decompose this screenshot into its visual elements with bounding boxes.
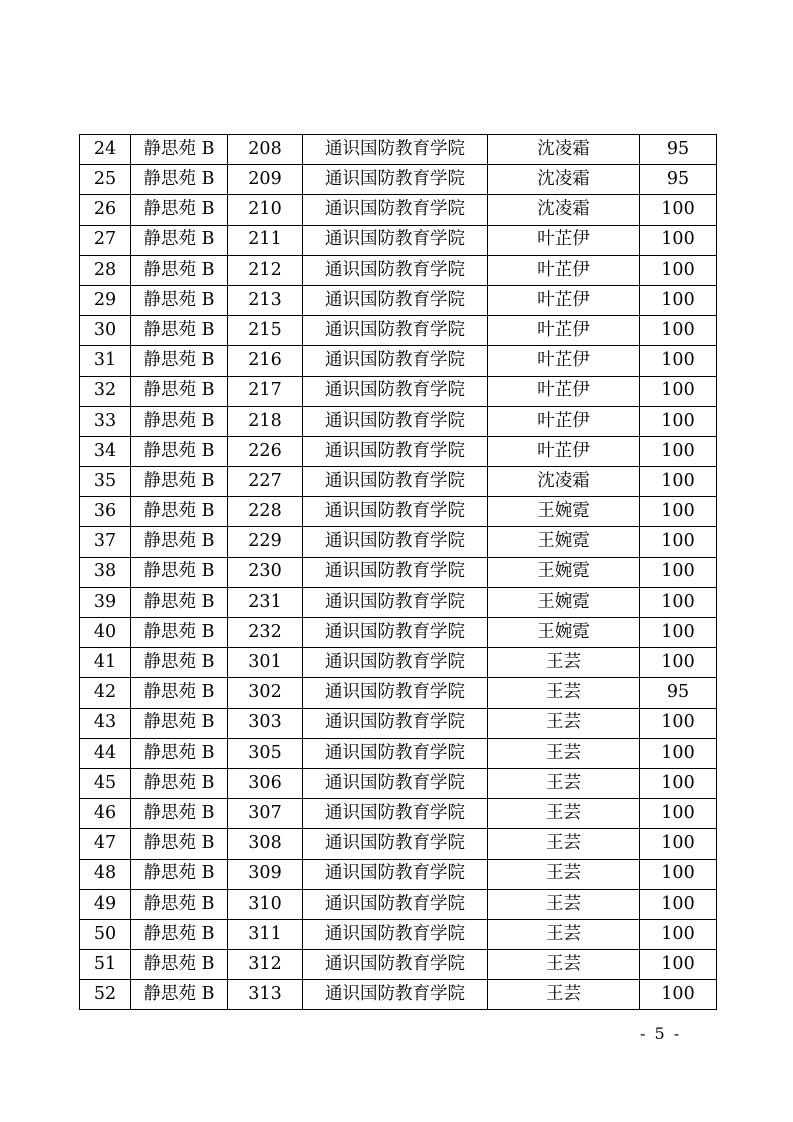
college-cell: 通识国防教育学院	[303, 195, 488, 225]
counselor-cell: 沈凌霜	[488, 195, 640, 225]
building-cell: 静思苑 B	[131, 859, 228, 889]
counselor-cell: 沈凌霜	[488, 135, 640, 165]
building-cell: 静思苑 B	[131, 980, 228, 1010]
table-row	[80, 497, 717, 527]
counselor-cell: 叶芷伊	[488, 406, 640, 436]
table-row	[80, 618, 717, 648]
building-cell: 静思苑 B	[131, 316, 228, 346]
college-cell: 通识国防教育学院	[303, 497, 488, 527]
score-cell: 100	[640, 255, 717, 285]
room-number-cell: 226	[228, 436, 303, 466]
counselor-cell: 王芸	[488, 678, 640, 708]
table-row	[80, 738, 717, 768]
room-number-cell: 211	[228, 225, 303, 255]
college-cell: 通识国防教育学院	[303, 889, 488, 919]
counselor-cell: 王芸	[488, 648, 640, 678]
score-cell: 100	[640, 859, 717, 889]
college-cell: 通识国防教育学院	[303, 708, 488, 738]
building-cell: 静思苑 B	[131, 889, 228, 919]
room-number-cell: 209	[228, 165, 303, 195]
building-cell: 静思苑 B	[131, 919, 228, 949]
score-cell: 100	[640, 889, 717, 919]
score-cell: 100	[640, 587, 717, 617]
score-cell: 100	[640, 436, 717, 466]
row-index-cell: 48	[80, 859, 131, 889]
room-number-cell: 208	[228, 135, 303, 165]
building-cell: 静思苑 B	[131, 799, 228, 829]
college-cell: 通识国防教育学院	[303, 768, 488, 798]
building-cell: 静思苑 B	[131, 708, 228, 738]
room-number-cell: 310	[228, 889, 303, 919]
counselor-cell: 王芸	[488, 950, 640, 980]
table-row	[80, 406, 717, 436]
table-row	[80, 255, 717, 285]
college-cell: 通识国防教育学院	[303, 829, 488, 859]
score-cell: 100	[640, 919, 717, 949]
score-cell: 100	[640, 406, 717, 436]
building-cell: 静思苑 B	[131, 648, 228, 678]
college-cell: 通识国防教育学院	[303, 225, 488, 255]
college-cell: 通识国防教育学院	[303, 165, 488, 195]
room-number-cell: 227	[228, 467, 303, 497]
table-row	[80, 285, 717, 315]
row-index-cell: 43	[80, 708, 131, 738]
table-row	[80, 980, 717, 1010]
counselor-cell: 王芸	[488, 919, 640, 949]
score-cell: 100	[640, 980, 717, 1010]
table-row	[80, 859, 717, 889]
score-cell: 95	[640, 165, 717, 195]
college-cell: 通识国防教育学院	[303, 799, 488, 829]
counselor-cell: 叶芷伊	[488, 436, 640, 466]
room-number-cell: 308	[228, 829, 303, 859]
college-cell: 通识国防教育学院	[303, 618, 488, 648]
score-cell: 100	[640, 950, 717, 980]
score-cell: 100	[640, 829, 717, 859]
building-cell: 静思苑 B	[131, 497, 228, 527]
score-cell: 100	[640, 768, 717, 798]
building-cell: 静思苑 B	[131, 406, 228, 436]
building-cell: 静思苑 B	[131, 255, 228, 285]
building-cell: 静思苑 B	[131, 376, 228, 406]
room-number-cell: 312	[228, 950, 303, 980]
table-row	[80, 799, 717, 829]
row-index-cell: 29	[80, 285, 131, 315]
building-cell: 静思苑 B	[131, 225, 228, 255]
table-row	[80, 165, 717, 195]
counselor-cell: 王芸	[488, 859, 640, 889]
row-index-cell: 40	[80, 618, 131, 648]
table-body	[80, 135, 717, 1010]
row-index-cell: 26	[80, 195, 131, 225]
row-index-cell: 42	[80, 678, 131, 708]
score-cell: 100	[640, 346, 717, 376]
college-cell: 通识国防教育学院	[303, 527, 488, 557]
room-number-cell: 311	[228, 919, 303, 949]
building-cell: 静思苑 B	[131, 436, 228, 466]
room-number-cell: 305	[228, 738, 303, 768]
room-number-cell: 301	[228, 648, 303, 678]
table-row	[80, 467, 717, 497]
college-cell: 通识国防教育学院	[303, 285, 488, 315]
room-number-cell: 216	[228, 346, 303, 376]
table-row	[80, 346, 717, 376]
score-cell: 100	[640, 618, 717, 648]
counselor-cell: 王芸	[488, 708, 640, 738]
building-cell: 静思苑 B	[131, 678, 228, 708]
counselor-cell: 王芸	[488, 799, 640, 829]
counselor-cell: 王芸	[488, 889, 640, 919]
dormitory-score-table	[79, 134, 717, 1010]
building-cell: 静思苑 B	[131, 557, 228, 587]
college-cell: 通识国防教育学院	[303, 255, 488, 285]
room-number-cell: 303	[228, 708, 303, 738]
college-cell: 通识国防教育学院	[303, 587, 488, 617]
table-row	[80, 195, 717, 225]
row-index-cell: 30	[80, 316, 131, 346]
score-cell: 100	[640, 195, 717, 225]
building-cell: 静思苑 B	[131, 738, 228, 768]
room-number-cell: 231	[228, 587, 303, 617]
room-number-cell: 215	[228, 316, 303, 346]
room-number-cell: 232	[228, 618, 303, 648]
row-index-cell: 45	[80, 768, 131, 798]
score-cell: 100	[640, 376, 717, 406]
score-cell: 100	[640, 708, 717, 738]
college-cell: 通识国防教育学院	[303, 406, 488, 436]
row-index-cell: 47	[80, 829, 131, 859]
room-number-cell: 212	[228, 255, 303, 285]
table-row	[80, 376, 717, 406]
room-number-cell: 307	[228, 799, 303, 829]
counselor-cell: 沈凌霜	[488, 165, 640, 195]
row-index-cell: 37	[80, 527, 131, 557]
building-cell: 静思苑 B	[131, 165, 228, 195]
score-cell: 100	[640, 225, 717, 255]
room-number-cell: 217	[228, 376, 303, 406]
room-number-cell: 228	[228, 497, 303, 527]
counselor-cell: 王婉霓	[488, 557, 640, 587]
table-row	[80, 436, 717, 466]
table-row	[80, 708, 717, 738]
counselor-cell: 叶芷伊	[488, 376, 640, 406]
counselor-cell: 王芸	[488, 768, 640, 798]
college-cell: 通识国防教育学院	[303, 859, 488, 889]
score-cell: 100	[640, 557, 717, 587]
score-cell: 100	[640, 316, 717, 346]
building-cell: 静思苑 B	[131, 467, 228, 497]
table-row	[80, 889, 717, 919]
table-row	[80, 950, 717, 980]
table-row	[80, 919, 717, 949]
room-number-cell: 213	[228, 285, 303, 315]
table-row	[80, 587, 717, 617]
counselor-cell: 叶芷伊	[488, 346, 640, 376]
row-index-cell: 25	[80, 165, 131, 195]
score-cell: 100	[640, 467, 717, 497]
room-number-cell: 230	[228, 557, 303, 587]
score-cell: 95	[640, 135, 717, 165]
room-number-cell: 302	[228, 678, 303, 708]
counselor-cell: 叶芷伊	[488, 316, 640, 346]
room-number-cell: 313	[228, 980, 303, 1010]
score-cell: 100	[640, 648, 717, 678]
college-cell: 通识国防教育学院	[303, 678, 488, 708]
building-cell: 静思苑 B	[131, 950, 228, 980]
score-cell: 100	[640, 738, 717, 768]
row-index-cell: 28	[80, 255, 131, 285]
college-cell: 通识国防教育学院	[303, 467, 488, 497]
row-index-cell: 34	[80, 436, 131, 466]
counselor-cell: 叶芷伊	[488, 225, 640, 255]
counselor-cell: 王芸	[488, 738, 640, 768]
building-cell: 静思苑 B	[131, 195, 228, 225]
score-cell: 100	[640, 799, 717, 829]
row-index-cell: 46	[80, 799, 131, 829]
counselor-cell: 叶芷伊	[488, 255, 640, 285]
row-index-cell: 50	[80, 919, 131, 949]
table-row	[80, 527, 717, 557]
college-cell: 通识国防教育学院	[303, 950, 488, 980]
room-number-cell: 218	[228, 406, 303, 436]
college-cell: 通识国防教育学院	[303, 135, 488, 165]
room-number-cell: 210	[228, 195, 303, 225]
building-cell: 静思苑 B	[131, 768, 228, 798]
counselor-cell: 王芸	[488, 829, 640, 859]
row-index-cell: 44	[80, 738, 131, 768]
college-cell: 通识国防教育学院	[303, 648, 488, 678]
page-number: - 5 -	[640, 1024, 682, 1043]
room-number-cell: 229	[228, 527, 303, 557]
table-row	[80, 225, 717, 255]
counselor-cell: 王婉霓	[488, 527, 640, 557]
row-index-cell: 35	[80, 467, 131, 497]
row-index-cell: 49	[80, 889, 131, 919]
table-row	[80, 768, 717, 798]
college-cell: 通识国防教育学院	[303, 980, 488, 1010]
counselor-cell: 王婉霓	[488, 618, 640, 648]
score-cell: 100	[640, 497, 717, 527]
score-cell: 100	[640, 285, 717, 315]
counselor-cell: 沈凌霜	[488, 467, 640, 497]
table-row	[80, 135, 717, 165]
row-index-cell: 36	[80, 497, 131, 527]
building-cell: 静思苑 B	[131, 135, 228, 165]
table-row	[80, 316, 717, 346]
building-cell: 静思苑 B	[131, 587, 228, 617]
row-index-cell: 24	[80, 135, 131, 165]
row-index-cell: 32	[80, 376, 131, 406]
score-cell: 95	[640, 678, 717, 708]
row-index-cell: 41	[80, 648, 131, 678]
college-cell: 通识国防教育学院	[303, 738, 488, 768]
room-number-cell: 309	[228, 859, 303, 889]
table-row	[80, 557, 717, 587]
table-row	[80, 648, 717, 678]
row-index-cell: 38	[80, 557, 131, 587]
building-cell: 静思苑 B	[131, 527, 228, 557]
college-cell: 通识国防教育学院	[303, 316, 488, 346]
counselor-cell: 王芸	[488, 980, 640, 1010]
building-cell: 静思苑 B	[131, 346, 228, 376]
building-cell: 静思苑 B	[131, 285, 228, 315]
counselor-cell: 王婉霓	[488, 497, 640, 527]
college-cell: 通识国防教育学院	[303, 436, 488, 466]
score-cell: 100	[640, 527, 717, 557]
counselor-cell: 叶芷伊	[488, 285, 640, 315]
college-cell: 通识国防教育学院	[303, 346, 488, 376]
building-cell: 静思苑 B	[131, 618, 228, 648]
college-cell: 通识国防教育学院	[303, 376, 488, 406]
table-row	[80, 829, 717, 859]
row-index-cell: 33	[80, 406, 131, 436]
building-cell: 静思苑 B	[131, 829, 228, 859]
college-cell: 通识国防教育学院	[303, 919, 488, 949]
row-index-cell: 51	[80, 950, 131, 980]
row-index-cell: 27	[80, 225, 131, 255]
row-index-cell: 39	[80, 587, 131, 617]
row-index-cell: 31	[80, 346, 131, 376]
table-row	[80, 678, 717, 708]
room-number-cell: 306	[228, 768, 303, 798]
college-cell: 通识国防教育学院	[303, 557, 488, 587]
counselor-cell: 王婉霓	[488, 587, 640, 617]
row-index-cell: 52	[80, 980, 131, 1010]
